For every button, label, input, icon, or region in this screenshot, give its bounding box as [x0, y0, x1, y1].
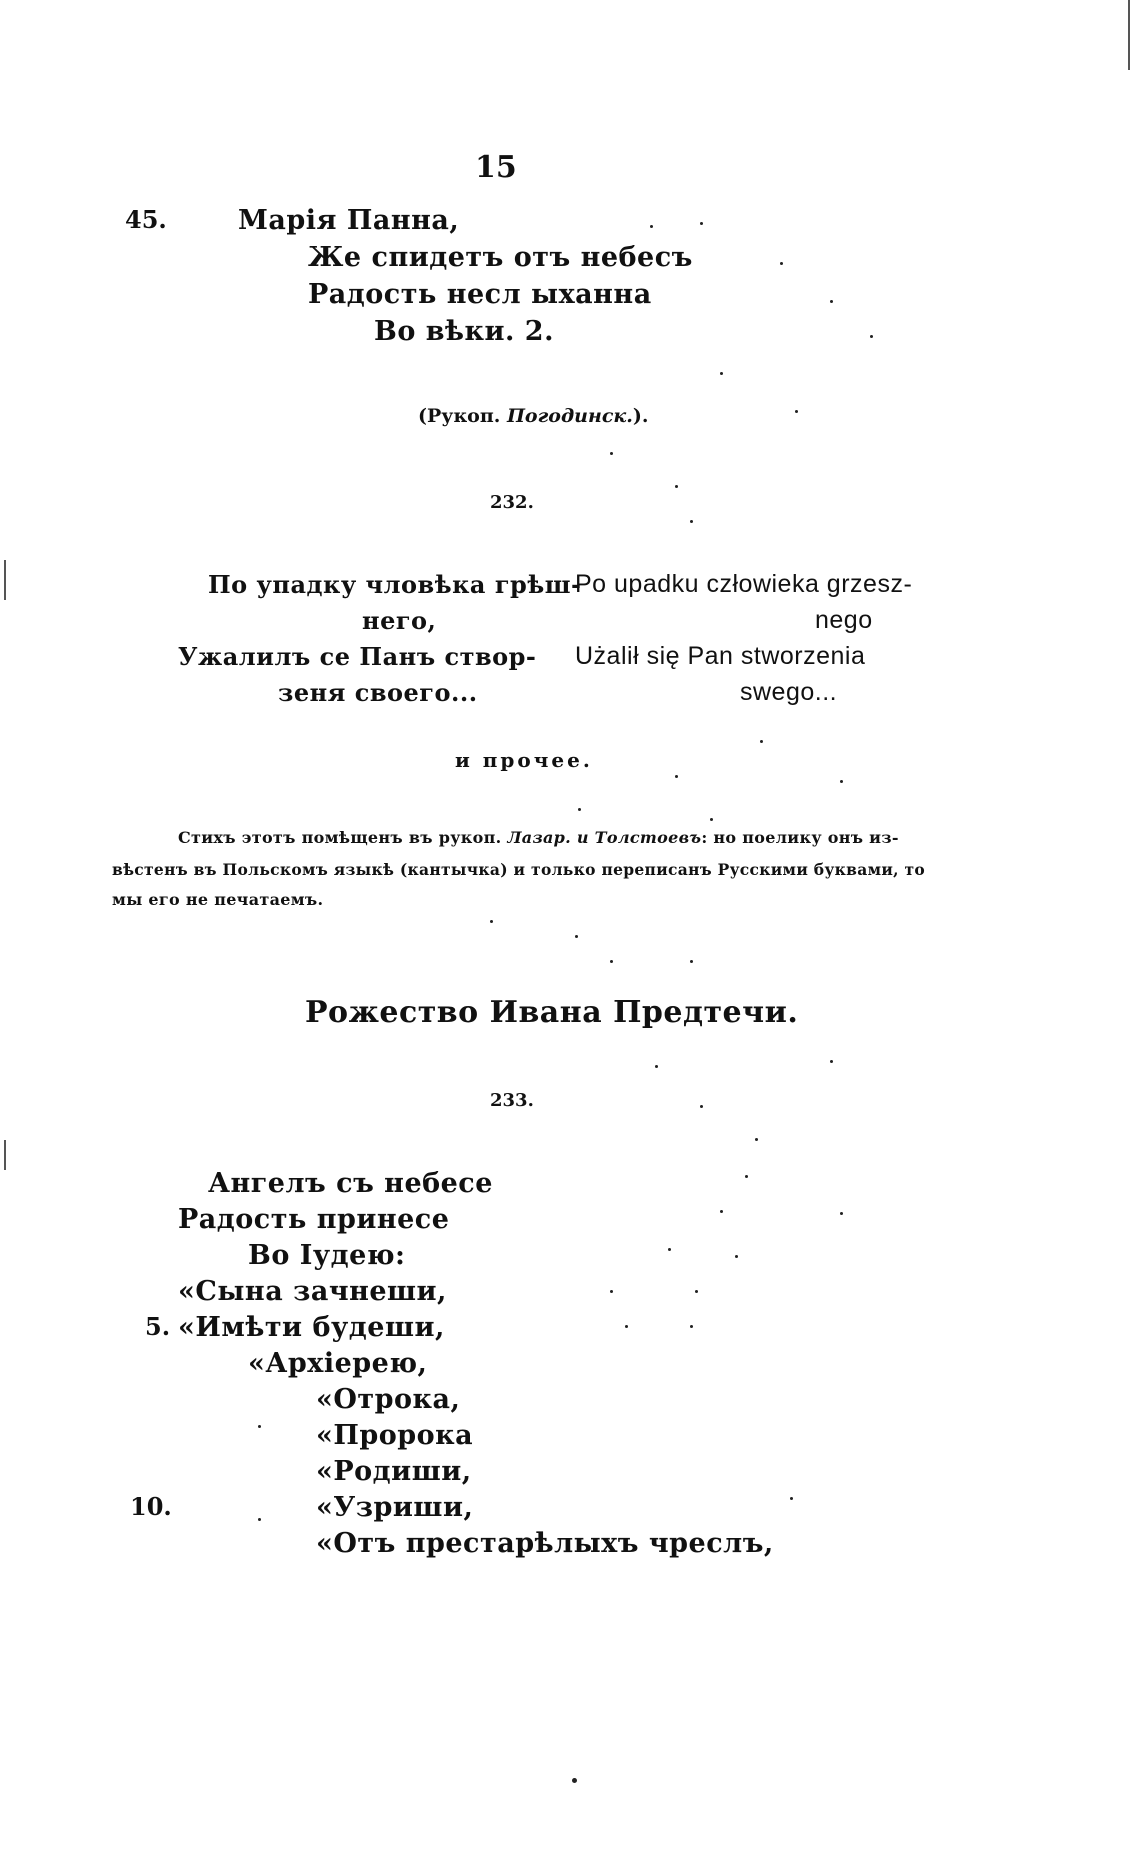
verse-line: «Пророка	[316, 1420, 474, 1451]
scan-speck	[675, 775, 678, 778]
scan-speck	[650, 225, 653, 228]
scan-speck	[575, 935, 578, 938]
scan-speck	[690, 520, 693, 523]
scan-speck	[668, 1248, 671, 1251]
right-column-line: nego	[815, 606, 873, 634]
scan-speck	[578, 808, 581, 811]
verse-line: «Отъ престарѣлыхъ чреслъ,	[316, 1528, 774, 1559]
footnote-text-b: : но поелику онъ из-	[701, 828, 899, 847]
right-column-line: Po upadku człowieka grzesz-	[575, 570, 913, 598]
et-cetera: и прочее.	[455, 748, 593, 772]
song-number-233: 233.	[490, 1090, 534, 1111]
left-column-line: него,	[362, 606, 437, 635]
footnote-line-1	[178, 828, 899, 847]
song-number-232: 232.	[490, 492, 534, 513]
page-number: 15	[475, 150, 517, 185]
line-marker-10: 10.	[130, 1492, 172, 1521]
scan-speck	[690, 960, 693, 963]
scan-edge-top-right	[1128, 0, 1130, 70]
scan-speck	[700, 222, 703, 225]
scan-speck	[720, 1210, 723, 1213]
scan-speck	[840, 780, 843, 783]
scan-speck	[710, 818, 713, 821]
right-column-line: swego...	[740, 678, 838, 706]
scan-edge-left-2	[4, 1140, 6, 1170]
scan-speck	[610, 1290, 613, 1293]
verse-line: Во вѣки. 2.	[374, 316, 554, 347]
scan-speck	[655, 1065, 658, 1068]
scan-edge-left	[4, 560, 6, 600]
verse-line: Во Іудею:	[248, 1240, 406, 1271]
verse-line: «Отрока,	[316, 1384, 461, 1415]
section-heading: Рожество Ивана Предтечи.	[305, 995, 799, 1030]
left-column-line: Ужалилъ се Панъ створ-	[178, 642, 537, 671]
scan-speck	[675, 485, 678, 488]
scan-speck	[830, 1060, 833, 1063]
scan-speck	[790, 1497, 793, 1500]
line-number-45: 45.	[125, 205, 167, 234]
verse-line: «Имѣти будеши,	[178, 1312, 445, 1343]
scan-speck	[780, 262, 783, 265]
scan-speck	[870, 335, 873, 338]
scan-speck	[690, 1325, 693, 1328]
left-column-line: зеня своего...	[278, 678, 478, 707]
footnote-text-a: Стихъ этотъ помѣщенъ въ рукоп.	[178, 828, 508, 847]
verse-line: «Родиши,	[316, 1456, 472, 1487]
scan-speck	[795, 410, 798, 413]
scan-speck	[745, 1175, 748, 1178]
left-column-line: По упадку чловѣка грѣш-	[208, 570, 582, 599]
source-name: Погодинск.	[506, 405, 633, 427]
source-citation	[418, 405, 649, 427]
scan-speck	[610, 960, 613, 963]
footnote-line-3: мы его не печатаемъ.	[112, 890, 324, 909]
verse-line: «Архіерею,	[248, 1348, 428, 1379]
scan-speck	[760, 740, 763, 743]
verse-line: «Узриши,	[316, 1492, 474, 1523]
verse-line: Ангелъ съ небесе	[208, 1168, 493, 1199]
scan-speck	[695, 1290, 698, 1293]
scan-speck	[735, 1255, 738, 1258]
scan-speck	[625, 1325, 628, 1328]
scan-speck	[258, 1425, 261, 1428]
scan-speck	[840, 1212, 843, 1215]
footnote-line-2: вѣстенъ въ Польскомъ языкѣ (кантычка) и только переписанъ Русскими буквами, то	[112, 860, 926, 879]
verse-line: «Сына зачнеши,	[178, 1276, 447, 1307]
verse-line: Радость принесе	[178, 1204, 450, 1235]
scan-speck	[830, 300, 833, 303]
line-marker-5: 5.	[145, 1312, 171, 1341]
source-suffix: ).	[632, 405, 649, 427]
verse-line: Марія Панна,	[238, 205, 460, 236]
verse-line: Радость несл ыханна	[308, 279, 652, 310]
scan-speck	[572, 1778, 577, 1783]
scan-speck	[258, 1518, 261, 1521]
source-prefix: (Рукоп.	[418, 405, 507, 427]
scan-speck	[755, 1138, 758, 1141]
right-column-line: Użalił się Pan stworzenia	[575, 642, 866, 670]
footnote-source: Лазар. и Толстоевъ	[507, 828, 702, 847]
scan-speck	[720, 372, 723, 375]
scan-speck	[610, 452, 613, 455]
verse-line: Же спидетъ отъ небесъ	[308, 242, 693, 273]
scan-speck	[700, 1105, 703, 1108]
scan-speck	[490, 920, 493, 923]
